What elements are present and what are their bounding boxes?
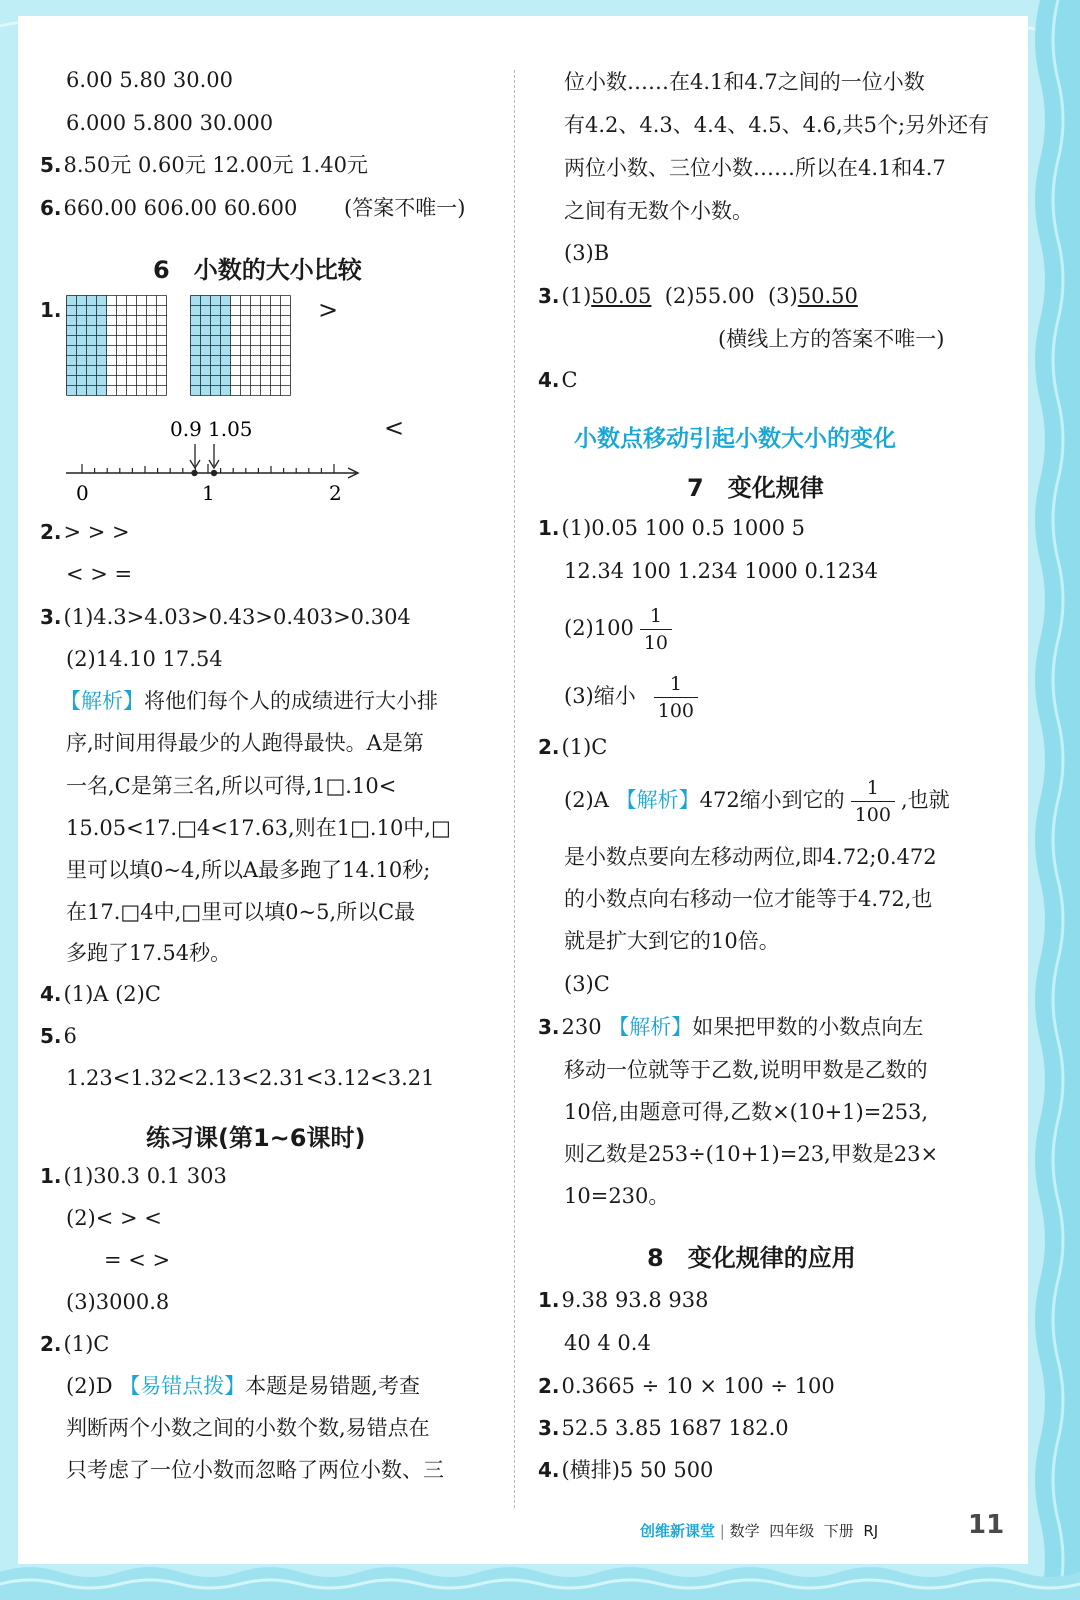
page-number: 11 [968,1510,1005,1540]
question-4 [538,1456,713,1484]
footer-edition: RJ [863,1522,879,1540]
number-line-label: 0.9 [170,417,202,441]
footer-volume: 下册 [823,1522,854,1540]
answer-text: (1)0.05 100 0.5 1000 5 [561,516,806,540]
underlined-answer: 50.50 [797,284,858,308]
answer-text: 230 [561,1015,609,1039]
explanation-line: 是小数点要向左移动两位,即4.72;0.472 [564,845,937,869]
question-5 [40,1022,77,1050]
explanation-text: 472缩小到它的 [699,788,845,812]
explanation-line: 序,时间用得最少的人跑得最快。A是第 [66,731,424,755]
question-number: 1. [538,1288,560,1312]
answer-line [66,1372,420,1400]
answer-line [564,600,678,656]
question-4 [40,980,161,1008]
answer-text: C [561,368,578,392]
question-number: 2. [538,1374,560,1398]
answer-line: 12.34 100 1.234 1000 0.1234 [564,559,878,583]
question-3 [538,1414,789,1442]
explanation-text: 如果把甲数的小数点向左 [692,1015,924,1039]
explanation-line: 多跑了17.54秒。 [66,941,232,965]
answer-text: (3)缩小 [564,684,636,708]
hundred-grid-right [190,295,294,399]
question-number: 1. [538,516,560,540]
number-line [58,414,368,514]
tick-label: 1 [202,481,215,505]
question-1 [538,1286,708,1314]
footer-brand: 创维新课堂 [640,1522,716,1540]
question-number: 2. [538,735,560,759]
page-paper [18,16,1028,1564]
answer-text: (1)4.3>4.03>0.43>0.403>0.304 [63,605,411,629]
answer-text: (1) [561,284,592,308]
question-number: 5. [40,153,62,177]
question-2 [538,733,607,761]
compare-sign: > [318,296,339,324]
explanation-line: 10=230。 [564,1184,670,1208]
question-1 [40,1162,227,1190]
explanation-line: 两位小数、三位小数……所以在4.1和4.7 [564,156,946,180]
question-2 [40,518,130,546]
question-number: 4. [538,368,560,392]
question-number: 3. [538,1015,560,1039]
question-number: 4. [40,982,62,1006]
question-number: 3. [538,284,560,308]
answer-text: (2)100 [564,616,634,640]
answer-text: 8.50元 0.60元 12.00元 1.40元 [63,153,368,177]
explanation-line: 10倍,由题意可得,乙数×(10+1)=253, [564,1100,929,1124]
compare-sign: < [384,414,405,442]
tick-label: 2 [329,481,342,505]
point-1.05 [211,470,217,476]
section-title: 8 变化规律的应用 [647,1244,856,1272]
question-number-text: 1. [40,298,62,322]
answer-note: (横线上方的答案不唯一) [718,327,945,351]
answer-text: (1)30.3 0.1 303 [63,1164,227,1188]
answer-line: (3)B [564,241,610,265]
question-3 [40,603,411,631]
section-title: 7 变化规律 [687,474,824,502]
answer-text: 52.5 3.85 1687 182.0 [561,1416,789,1440]
answer-line: 6.000 5.800 30.000 [66,111,274,135]
answer-text: (1)C [63,1332,110,1356]
analysis-tag: 【解析】 [615,788,700,812]
explanation-line: 15.05<17.□4<17.63,则在1□.10中,□ [66,816,451,840]
explanation-line: 在17.□4中,□里可以填0~5,所以C最 [66,900,416,924]
fraction [654,672,698,722]
section-title: 练习课(第1~6课时) [146,1124,366,1152]
explanation-line: 一名,C是第三名,所以可得,1□.10< [66,774,397,798]
fraction [851,776,895,826]
answer-line: 1.23<1.32<2.13<2.31<3.12<3.21 [66,1066,435,1090]
answer-line: = < > [104,1248,171,1272]
page-footer: 创维新课堂 | 数学 四年级 下册 RJ [640,1522,879,1540]
right-wave-border [1026,0,1080,1600]
explanation-line: 之间有无数个小数。 [564,199,753,223]
footer-grade: 四年级 [769,1522,815,1540]
number-line-label: 1.05 [208,417,253,441]
answer-line: (3)C [564,972,610,996]
explanation-line: 有4.2、4.3、4.4、4.5、4.6,共5个;另外还有 [564,113,990,137]
answer-text: > > > [63,520,130,544]
question-number [40,296,64,324]
explanation-line: 判断两个小数之间的小数个数,易错点在 [66,1416,430,1440]
question-number: 6. [40,196,62,220]
answer-text: 660.00 606.00 60.600 [63,196,298,220]
bottom-wave-border [0,1558,1080,1600]
answer-text: 0.3665 ÷ 10 × 100 ÷ 100 [561,1374,835,1398]
answer-line [564,668,704,724]
question-number: 3. [40,605,62,629]
question-3 [538,282,858,310]
fraction [640,604,672,654]
explanation-line: 只考虑了一位小数而忽略了两位小数、三 [66,1458,444,1482]
denominator: 100 [854,803,891,826]
answer-line: (3)3000.8 [66,1290,170,1314]
answer-line: (2)< > < [66,1206,162,1230]
hundred-grid-left [66,295,170,399]
question-6 [40,194,297,222]
answer-text: 9.38 93.8 938 [561,1288,709,1312]
numerator: 1 [851,779,895,802]
explanation-text: 将他们每个人的成绩进行大小排 [144,689,438,713]
numerator: 1 [654,675,698,698]
answer-line: < > = [66,562,133,586]
analysis-tag: 【解析】 [60,689,144,713]
question-1 [538,514,805,542]
answer-line [564,772,950,828]
question-4 [538,366,578,394]
explanation-line: 的小数点向右移动一位才能等于4.72,也 [564,887,933,911]
question-number: 2. [40,1332,62,1356]
answer-line: 6.00 5.80 30.00 [66,68,233,92]
numerator: 1 [640,607,672,630]
footer-subject: 数学 [729,1522,760,1540]
explanation-text: ,也就 [900,788,950,812]
explanation-line [60,687,438,715]
question-number: 5. [40,1024,62,1048]
explanation-line: 位小数……在4.1和4.7之间的一位小数 [564,70,925,94]
point-0.9 [191,470,197,476]
answer-text: (横排)5 50 500 [561,1458,714,1482]
answer-text: (2)A [564,788,616,812]
answer-line: (2)14.10 17.54 [66,647,223,671]
explanation-text: 本题是易错题,考查 [245,1374,420,1398]
tick-label: 0 [76,481,89,505]
answer-note: (答案不唯一) [344,196,466,220]
question-number: 3. [538,1416,560,1440]
answer-text: (1)A (2)C [63,982,161,1006]
error-tip-tag: 【易错点拨】 [119,1374,246,1398]
explanation-line: 里可以填0~4,所以A最多跑了14.10秒; [66,858,431,882]
explanation-line: 移动一位就等于乙数,说明甲数是乙数的 [564,1058,928,1082]
question-number: 2. [40,520,62,544]
answer-text: (2)55.00 (3) [651,284,798,308]
explanation-line: 则乙数是253÷(10+1)=23,甲数是23× [564,1142,939,1166]
question-3 [538,1013,923,1041]
denominator: 100 [657,699,695,722]
question-number: 4. [538,1458,560,1482]
answer-text: 6 [63,1024,77,1048]
underlined-answer: 50.05 [591,284,652,308]
section-title: 6 小数的大小比较 [153,256,362,284]
answer-text: (1)C [561,735,608,759]
column-divider [514,70,515,1508]
question-2 [40,1330,109,1358]
answer-text: (2)D [66,1374,120,1398]
explanation-line: 就是扩大到它的10倍。 [564,929,780,953]
question-2 [538,1372,835,1400]
denominator: 10 [643,631,669,654]
question-number: 1. [40,1164,62,1188]
question-5 [40,151,368,179]
analysis-tag: 【解析】 [608,1015,693,1039]
chapter-title: 小数点移动引起小数大小的变化 [574,426,896,452]
answer-line: 40 4 0.4 [564,1331,651,1355]
